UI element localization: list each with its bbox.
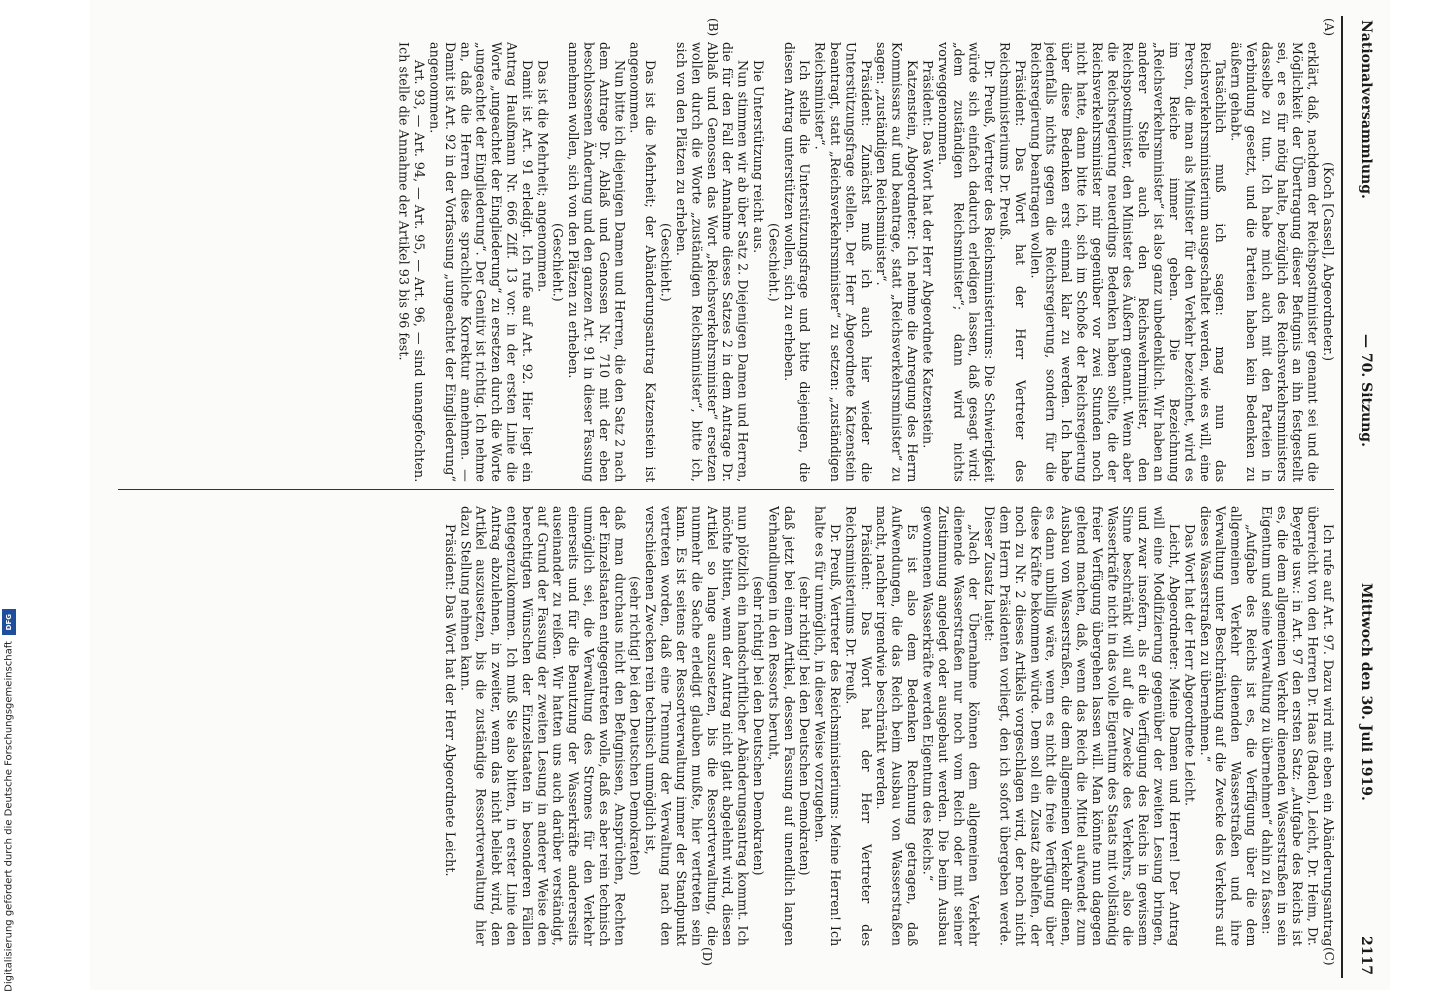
stage-direction: (sehr richtig! bei den Deutschen Demokraten) bbox=[750, 576, 766, 876]
margin-mark-c: (C) bbox=[1322, 947, 1336, 966]
right-text-column bbox=[92, 506, 1336, 946]
header-session: — 70. Sitzung. bbox=[1358, 334, 1374, 448]
quoted-amendment: „Aufgabe des Reichs ist es, die Verfügung über die dem allgemeinen Verkehr dienenden Wasserstraßen und ihre Verwaltung unter Beschränkung auf die Zwecke des Verkehrs auf dieses Wasserstraßen zu übernehmen.“ bbox=[1197, 506, 1259, 946]
header-date: Mittwoch den 30. Juli 1919. bbox=[1358, 582, 1374, 801]
header-assembly: Nationalversammlung. bbox=[1358, 20, 1374, 199]
stage-direction: (sehr richtig! bei den Deutschen Demokraten) bbox=[627, 576, 643, 876]
margin-mark-d: (D) bbox=[700, 947, 714, 966]
header-rule bbox=[1341, 16, 1343, 978]
paragraph: Tatsächlich muß ich sagen: mag nun das Reichsverkehrsministerium ausgeschaltet werden, wie es will, eine Person, die man als Minister für den Verkehr bezeichnet, wird es im Reiche immer geben. Die Bezeichnung „Reichsverkehrsminister“ ist also ganz unbedenklich. Wir haben an anderer Stelle auch den Reichswehrminister, den Reichspostminister, den Minister des Äußern genannt. Wenn aber die Reichsregierung neuerdings Bedenken haben sollte, die der Reichsverkehrsminister mir gegenüber vor zwei Stunden noch nicht hatte, dann bitte ich, sich im Schoße der Reichsregierung über diese Bedenken erst einmal klar zu werden. Ich habe jedenfalls nichts gegen die Reichsregierung, sondern für die Reichsregierung beantragen wollen. bbox=[1028, 42, 1229, 482]
paragraph: Katzenstein, Abgeordneter: Ich nehme die Anregung des Herrn Kommissars auf und beantrage, statt „Reichsverkehrsminister“ zu sagen: „zuständigen Reichsminister“. bbox=[874, 42, 921, 482]
paragraph: Damit ist Art. 91 erledigt. Ich rufe auf Art. 92. Hier liegt ein Antrag Haußmann Nr. 666 Ziff. 13 vor: in der ersten Linie die Worte „ungeachtet der Eingliederung“ zu ersetzen durch die Worte „ungeachtet der Eingliederung“. Der Genitiv ist richtig. Ich nehme an, daß die Herren diese sprachliche Korrektur annehmen. — Damit ist Art. 92 in der Vorfassung „ungeachtet der Eingliederung“ angenommen. bbox=[427, 42, 535, 482]
page-header bbox=[1352, 20, 1374, 975]
credit-text: Digitalisierung gefördert durch die Deutsche Forschungsgemeinschaft bbox=[3, 641, 15, 992]
column-divider bbox=[118, 489, 1334, 490]
paragraph: Leicht, Abgeordneter: Meine Damen und Herren! Der Antrag will eine Modifizierung gegenüber der zweiten Lesung bringen, und zwar insofern, als er die Verfügung des Reichs in gewissem Sinne beschränkt will auf die Zwecke des Verkehrs, also die Wasserkräfte nicht in das volle Eigentum des Staats mit vollständig freier Verfügung übergehen lassen will. Man könnte nun dagegen geltend machen, daß, wenn das Reich die Mittel aufwendet zum Ausbau von Wasserstraßen, die dem allgemeinen Verkehr dienen, es dann unbillig wäre, wenn es nicht die freie Verfügung über diese Kräfte bekommen würde. Dem soll ein Zusatz abhelfen, der noch zu Nr. 2 dieses Artikels vorgeschlagen wird, der noch nicht dem Herrn Präsidenten vorliegt, den ich sofort übergeben werde. Dieser Zusatz lautet: bbox=[982, 506, 1182, 946]
stage-direction: (sehr richtig! bei den Deutschen Demokraten) bbox=[797, 576, 813, 876]
paragraph: Ich rufe auf Art. 97. Dazu wird mit eben ein Abänderungsantrag überreicht von den Herren Dr. Haas (Baden), Leicht, Dr. Heim, Dr. Beyerle usw.: in Art. 97 den ersten Satz: „Aufgabe des Reichs ist es, die dem allgemeinen Verkehr dienenden Wasserstraßen in sein Eigentum und seine Verwaltung zu übernehmen“ dahin zu fassen: bbox=[1259, 506, 1336, 946]
paragraph: Ich stelle die Unterstützungsfrage und bitte diejenigen, die diesen Antrag unterstützen wollen, sich zu erheben. bbox=[781, 42, 813, 482]
dfg-logo: DFG bbox=[2, 609, 16, 635]
paragraph: Präsident: Das Wort hat der Herr Abgeordnete Leicht. bbox=[442, 523, 458, 877]
left-text-column bbox=[92, 42, 1336, 482]
paragraph: nun plötzlich ein handschriftlicher Abänderungsantrag kommt. Ich möchte bitten, wenn der Antrag nicht glatt abgelehnt wird, diesen Artikel so lange auszusetzen, bis die Ressortverwaltung, die nunmehr die Sache erledigt glauben mußte, hier vertreten sein kann. Es ist seitens der Ressortverwaltung immer der Standpunkt vertreten worden, daß eine Trennung der Verwaltung nach den verschiedenen Zwecken rein technisch unmöglich ist, bbox=[643, 506, 751, 946]
paragraph: Dr. Preuß, Vertreter des Reichsministeriums: Die Schwierigkeit würde sich einfach dadurch erledigen lassen, daß gesagt wird: „dem zuständigen Reichsminister“; dann wird nichts vorweggenommen. bbox=[935, 42, 998, 482]
paragraph: Dr. Preuß, Vertreter des Reichsministeriums: Meine Herren! Ich halte es für unmöglich, in dieser Weise vorzugehen. bbox=[812, 506, 843, 946]
paragraph: Präsident: Das Wort hat der Herr Abgeordnete Katzenstein. bbox=[920, 59, 936, 448]
stage-direction: (Geschieht.) bbox=[658, 222, 674, 302]
digitization-credit bbox=[2, 602, 16, 992]
paragraph: Das ist die Mehrheit; angenommen. bbox=[535, 59, 551, 292]
paragraph: Art. 93, — Art. 94, — Art. 95, — Art. 96, — sind unangefochten. Ich stelle die Annahme der Artikel 93 bis 96 fest. bbox=[396, 42, 428, 482]
paragraph: daß man durchaus nicht den Befugnissen, Ansprüchen, Rechten der Einzelstaaten entgegentreten wolle, daß es aber rein technisch unmöglich sei, die Verwaltung des Stromes für den Verkehr einerseits und für die Benutzung der Wasserkräfte andererseits auseinander zu reißen. Wir hatten uns auch darüber verständigt, auf Grund der Fassung der zweiten Lesung in anderer Weise den berechtigten Wünschen der Einzelstaaten in besonderen Fällen entgegenzukommen. Ich muß Sie also bitten, in erster Linie den Antrag abzulehnen, in zweiter, wenn das nicht beliebt wird, den Artikel auszusetzen, bis die zuständige Ressortverwaltung hier dazu Stellung nehmen kann. bbox=[458, 506, 628, 946]
stage-direction: (Geschieht.) bbox=[550, 222, 566, 302]
paragraph: Präsident: Das Wort hat der Herr Vertreter des Reichsministeriums Dr. Preuß. bbox=[997, 42, 1028, 482]
margin-mark-a: (A) bbox=[1322, 18, 1336, 37]
paragraph: erklärt, daß, nachdem der Reichspostminister genannt sei und die Möglichkeit der Übertragung dieser Befugnis an ihn festgestellt sei, er es für nötig halte, bezüglich des Reichsverkehrsministers dasselbe zu tun. Ich habe mich auch mit den Parteien in Verbindung gesetzt, und die Parteien haben kein Bedenken zu äußern gehabt. bbox=[1228, 42, 1321, 482]
paragraph: Das Wort hat der Herr Abgeordnete Leicht. bbox=[1182, 523, 1198, 806]
quoted-amendment: „Nach der Übernahme können dem allgemeinen Verkehr dienende Wasserstraßen nur noch vom Reich oder mit seiner Zustimmung angelegt oder ausgebaut werden. Die beim Ausbau gewonnenen Wasserkräfte werden Eigentum des Reichs.“ bbox=[920, 506, 982, 946]
paragraph: Das ist die Mehrheit; der Abänderungsantrag Katzenstein ist angenommen. bbox=[627, 42, 659, 482]
speaker-continuation: (Koch [Cassel], Abgeordneter.) bbox=[1321, 162, 1336, 362]
paragraph: Nun bitte ich diejenigen Damen und Herren, die den Satz 2 nach dem Antrage Dr. Ablaß und Genossen Nr. 710 mit der eben beschlossenen Änderung und den ganzen Art. 91 in dieser Fassung annehmen wollen, sich von den Plätzen zu erheben. bbox=[566, 42, 628, 482]
paragraph: Die Unterstützung reicht aus. bbox=[750, 59, 766, 253]
paragraph: Präsident: Das Wort hat der Herr Vertreter des Reichsministeriums Dr. Preuß. bbox=[843, 506, 874, 946]
stage-direction: (Geschieht.) bbox=[766, 222, 782, 302]
paragraph: Präsident: Zunächst muß ich auch hier wieder die Unterstützungsfrage stellen. Der Herr Abgeordnete Katzenstein beantragt, statt „Reichsverkehrsminister“ zu setzen: „zuständigen Reichsminister“. bbox=[812, 42, 874, 482]
paragraph: daß jetzt bei einem Artikel, dessen Fassung auf unendlich langen Verhandlungen in den Ressorts beruht, bbox=[766, 506, 797, 946]
paragraph: Es ist also dem Bedenken Rechnung getragen, daß Aufwendungen, die das Reich beim Ausbau von Wasserstraßen macht, nachher irgendwie beschränkt werden. bbox=[874, 506, 921, 946]
margin-mark-b: (B) bbox=[706, 18, 720, 37]
paragraph: Nun stimmen wir ab über Satz 2. Diejenigen Damen und Herren, die für den Fall der Annahme dieses Satzes 2 in dem Antrage Dr. Ablaß und Genossen das Wort „Reichsverkehrsminister“ ersetzen wollen durch die Worte „zuständigen Reichsminister“, bitte ich, sich von den Plätzen zu erheben. bbox=[673, 42, 751, 482]
header-page-number: 2117 bbox=[1358, 936, 1374, 975]
